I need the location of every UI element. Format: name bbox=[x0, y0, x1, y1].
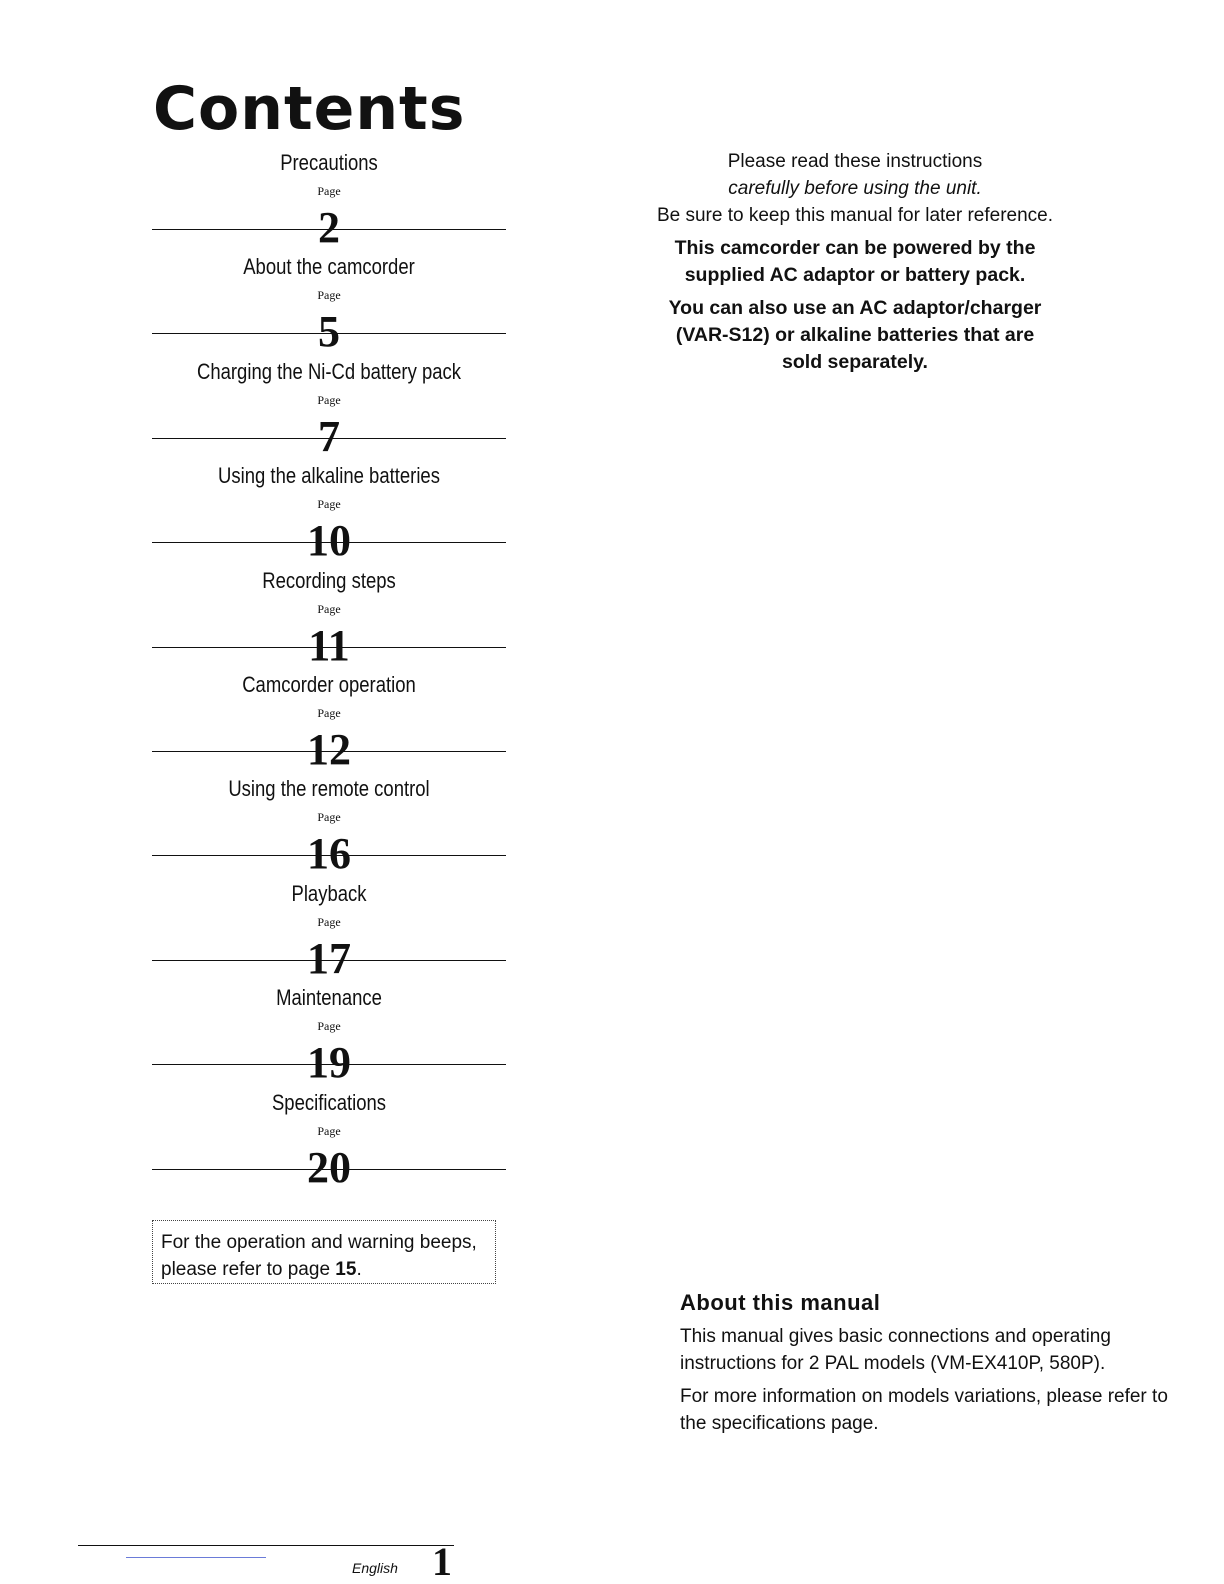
about-paragraph-1: This manual gives basic connections and operating instructions for 2 PAL models (VM-EX410P, 580P). bbox=[680, 1326, 1111, 1374]
footer-language: English bbox=[352, 1560, 398, 1576]
toc-entry[interactable] bbox=[152, 359, 506, 463]
toc-page-word: Page bbox=[317, 497, 341, 512]
toc-entry-label: Precautions bbox=[280, 150, 378, 175]
toc-page-number: 17 bbox=[307, 933, 351, 983]
toc-entry[interactable] bbox=[152, 150, 506, 254]
intro-notice bbox=[655, 148, 1055, 382]
about-manual-body bbox=[680, 1323, 1180, 1443]
intro-instruction bbox=[655, 148, 1055, 229]
toc-entry[interactable] bbox=[152, 881, 506, 985]
toc-page-number: 16 bbox=[307, 829, 351, 879]
footer-accent-line bbox=[126, 1557, 266, 1558]
toc-page-number: 12 bbox=[307, 724, 351, 774]
intro-line-3: Be sure to keep this manual for later reference. bbox=[656, 205, 1054, 226]
about-paragraph-2: For more information on models variations, please refer to the specifications page. bbox=[680, 1386, 1168, 1434]
toc-entry-label: Using the remote control bbox=[228, 776, 430, 802]
footer-divider bbox=[78, 1545, 454, 1546]
toc-page-number: 20 bbox=[307, 1142, 351, 1192]
toc-page-word: Page bbox=[317, 1019, 341, 1034]
toc-entry-label: Playback bbox=[291, 880, 367, 906]
toc-page-word: Page bbox=[317, 601, 341, 616]
accessory-notice: You can also use an AC adaptor/charger (VAR-S12) or alkaline batteries that are sold separately. bbox=[668, 297, 1042, 373]
toc-page-number: 2 bbox=[318, 203, 340, 252]
intro-line-2: carefully before using the unit. bbox=[728, 178, 982, 199]
toc-entry[interactable] bbox=[152, 1090, 506, 1194]
toc-entry-label: Maintenance bbox=[276, 985, 382, 1011]
toc-entry[interactable] bbox=[152, 568, 506, 672]
footer-page-number: 1 bbox=[432, 1539, 452, 1584]
toc-page-number: 19 bbox=[307, 1038, 351, 1088]
toc-entry-label: Charging the Ni-Cd battery pack bbox=[197, 358, 461, 384]
note-text-end: . bbox=[356, 1259, 362, 1280]
toc-entry-label: About the camcorder bbox=[243, 254, 415, 280]
toc-entry-label: Recording steps bbox=[262, 567, 396, 593]
toc-page-word: Page bbox=[317, 914, 341, 929]
note-page-reference[interactable]: 15 bbox=[335, 1259, 357, 1280]
toc-page-word: Page bbox=[317, 810, 341, 825]
toc-entry[interactable] bbox=[152, 254, 506, 358]
toc-entry-label: Camcorder operation bbox=[242, 671, 416, 697]
power-notice: This camcorder can be powered by the supplied AC adaptor or battery pack. bbox=[674, 237, 1036, 286]
toc-page-word: Page bbox=[317, 288, 341, 303]
about-manual-heading: About this manual bbox=[680, 1290, 881, 1315]
toc-page-word: Page bbox=[317, 1123, 341, 1138]
toc-page-word: Page bbox=[317, 184, 341, 198]
toc-page-word: Page bbox=[317, 705, 341, 720]
toc-page-number: 10 bbox=[307, 516, 351, 566]
table-of-contents bbox=[152, 150, 506, 1194]
toc-page-number: 5 bbox=[318, 307, 340, 357]
toc-entry-label: Specifications bbox=[271, 1089, 387, 1115]
toc-entry[interactable] bbox=[152, 776, 506, 880]
note-text: For the operation and warning beeps, please refer to page bbox=[161, 1232, 477, 1280]
intro-line-1: Please read these instructions bbox=[727, 151, 983, 172]
toc-page-word: Page bbox=[317, 392, 341, 407]
toc-page-number: 7 bbox=[318, 411, 340, 461]
toc-entry[interactable] bbox=[152, 463, 506, 567]
beeps-note-box bbox=[152, 1220, 496, 1284]
toc-entry-label: Using the alkaline batteries bbox=[218, 463, 440, 489]
toc-entry[interactable] bbox=[152, 672, 506, 776]
page-title: Contents bbox=[153, 74, 466, 144]
toc-entry[interactable] bbox=[152, 985, 506, 1089]
toc-page-number: 11 bbox=[308, 620, 350, 670]
